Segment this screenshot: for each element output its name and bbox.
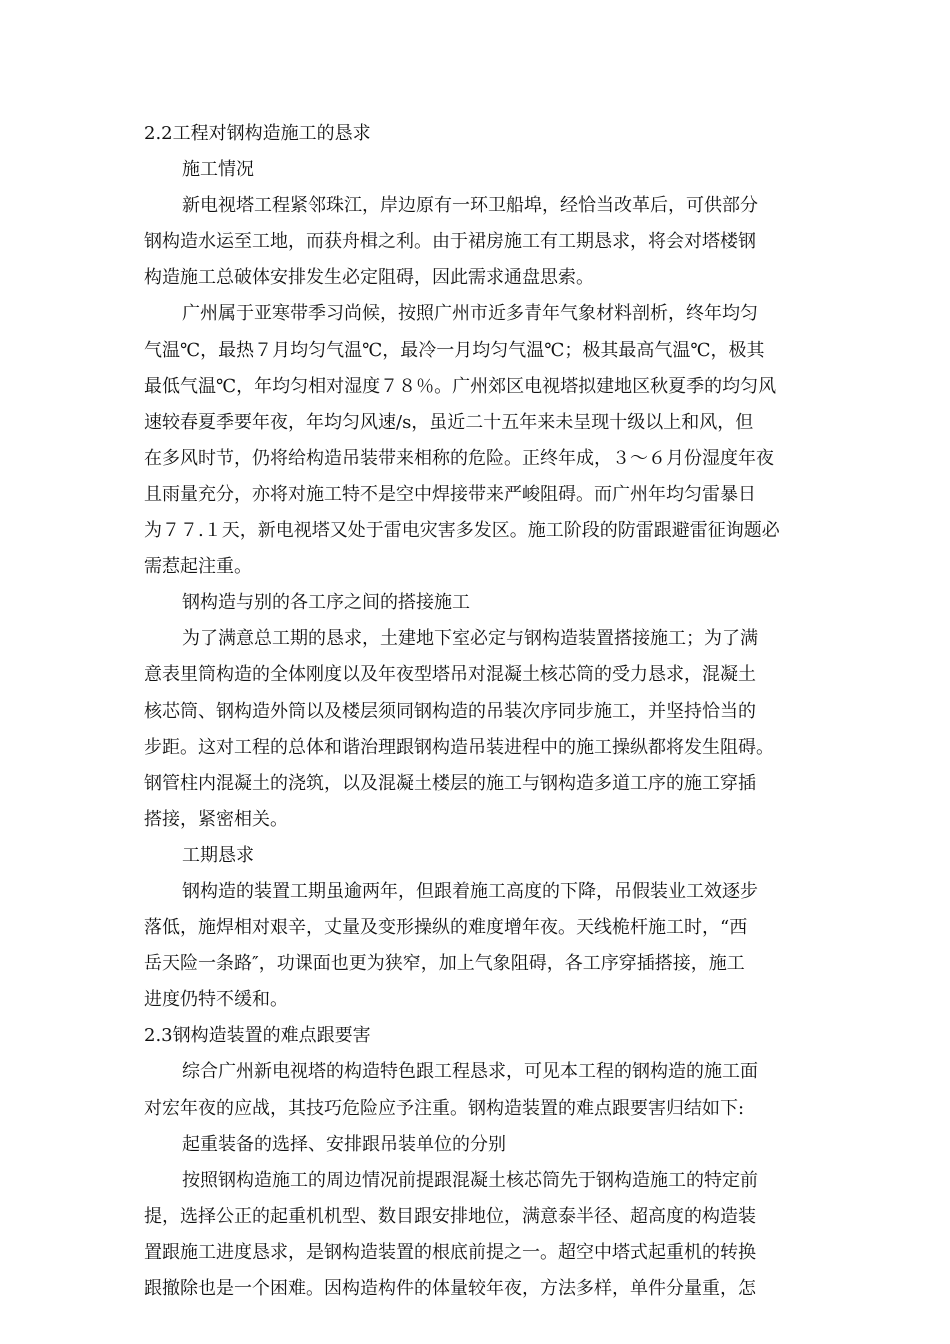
section-heading: 2.2工程对钢构造施工的恳求 [144, 123, 371, 144]
text-line: 落低，施焊相对艰辛，丈量及变形操纵的难度增年夜。天线桅杆施工时，“西 [144, 917, 748, 939]
text-line: 钢构造水运至工地，而获舟楫之利。由于裙房施工有工期恳求，将会对塔楼钢 [144, 231, 756, 253]
text-line: 广州属于亚寒带季习尚候，按照广州市近多青年气象材料剖析，终年均匀 [182, 303, 758, 325]
text-line: 最低气温℃，年均匀相对湿度７８％。广州郊区电视塔拟建地区秋夏季的均匀风 [144, 375, 777, 397]
text-line: 钢构造的装置工期虽逾两年，但跟着施工高度的下降，吊假装业工效逐步 [182, 880, 758, 902]
text-line: 新电视塔工程紧邻珠江，岸边原有一环卫船埠，经恰当改革后，可供部分 [182, 195, 758, 217]
text-line: 跟撤除也是一个困难。因构造构件的体量较年夜，方法多样，单件分量重，怎 [144, 1278, 756, 1299]
text-line: 构造施工总破体安排发生必定阻碍，因此需求通盘思索。 [144, 267, 594, 289]
text-line: 搭接，紧密相关。 [144, 808, 288, 830]
text-line: 气温℃，最热７月均匀气温℃，最冷一月均匀气温℃；极其最高气温℃，极其 [144, 339, 765, 361]
text-line: 起重装备的选择、安排跟吊装单位的分别 [182, 1133, 506, 1155]
text-line: 施工情况 [182, 159, 254, 181]
text-line: 为７７.１天，新电视塔又处于雷电灾害多发区。施工阶段的防雷跟避雷征询题必 [144, 520, 780, 542]
text-line: 意表里筒构造的全体刚度以及年夜型塔吊对混凝土核芯筒的受力恳求，混凝土 [144, 664, 756, 686]
text-line: 钢构造与别的各工序之间的搭接施工 [182, 592, 470, 614]
section-heading: 2.3钢构造装置的难点跟要害 [144, 1025, 371, 1047]
text-line: 工期恳求 [182, 844, 254, 866]
text-line: 对宏年夜的应战，其技巧危险应予注重。钢构造装置的难点跟要害归结如下: [144, 1097, 745, 1119]
text-line: 为了满意总工期的恳求，土建地下室必定与钢构造装置搭接施工；为了满 [182, 628, 758, 650]
text-line: 按照钢构造施工的周边情况前提跟混凝土核芯筒先于钢构造施工的特定前 [182, 1169, 758, 1191]
text-line: 提，选择公正的起重机机型、数目跟安排地位，满意泰半径、超高度的构造装 [144, 1205, 756, 1227]
text-line: 速较春夏季要年夜，年均匀风速/s，虽近二十五年来未呈现十级以上和风，但 [144, 411, 754, 433]
document-body [144, 116, 808, 1307]
text-line: 需惹起注重。 [144, 556, 252, 578]
text-line: 钢管柱内混凝土的浇筑，以及混凝土楼层的施工与钢构造多道工序的施工穿插 [144, 772, 756, 794]
text-line: 综合广州新电视塔的构造特色跟工程恳求，可见本工程的钢构造的施工面 [182, 1061, 758, 1083]
text-line: 核芯筒、钢构造外筒以及楼层须同钢构造的吊装次序同步施工，并坚持恰当的 [144, 700, 756, 722]
text-line: 步距。这对工程的总体和谐治理跟钢构造吊装进程中的施工操纵都将发生阻碍。 [144, 736, 774, 758]
text-line: 且雨量充分，亦将对施工特不是空中焊接带来严峻阻碍。而广州年均匀雷暴日 [144, 483, 756, 505]
text-line: 在多风时节，仍将给构造吊装带来相称的危险。正终年成，３～６月份湿度年夜 [144, 447, 774, 469]
text-line: 置跟施工进度恳求，是钢构造装置的根底前提之一。超空中塔式起重机的转换 [144, 1241, 756, 1263]
text-line: 岳天险一条路″，功课面也更为狭窄，加上气象阻碍，各工序穿插搭接，施工 [144, 953, 745, 975]
text-line: 进度仍特不缓和。 [144, 989, 288, 1011]
